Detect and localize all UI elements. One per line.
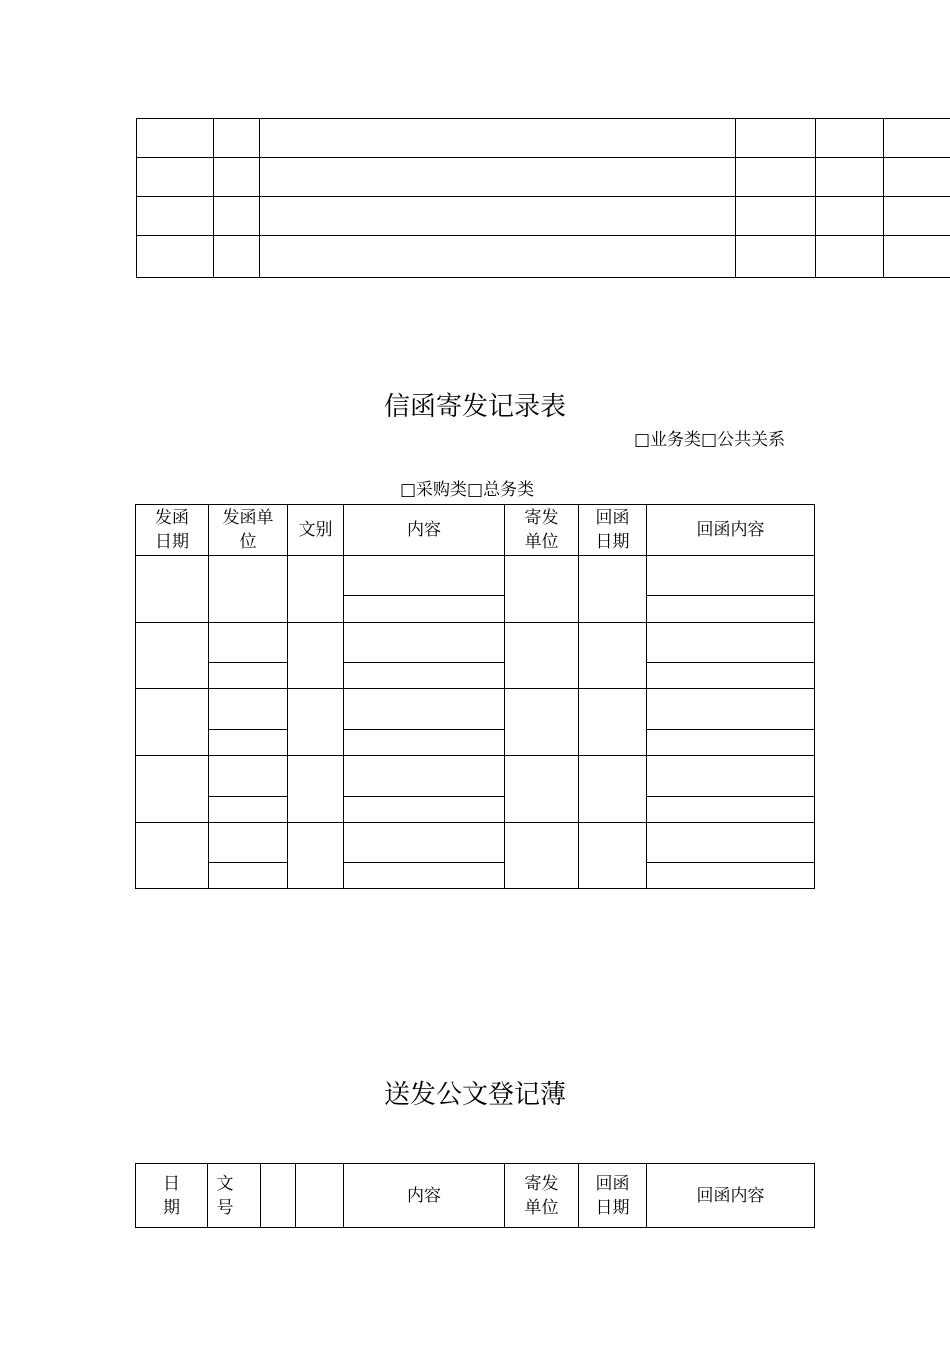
- register-header-reply-date: 回函 日期: [595, 1173, 630, 1218]
- header-doc-type: 文别: [298, 520, 333, 540]
- category-checkbox-line-2[interactable]: □采购类□总务类: [400, 480, 535, 500]
- header-reply-date: 回函 日期: [595, 508, 630, 552]
- register-header-sender-unit: 寄发 单位: [524, 1173, 559, 1218]
- register-header-reply-content: 回函内容: [696, 1185, 765, 1206]
- document-register-title: 送发公文登记薄: [383, 1080, 566, 1110]
- register-header-date: 日 期: [163, 1173, 180, 1218]
- header-sender-unit: 寄发 单位: [524, 508, 559, 552]
- category-checkbox-line-1[interactable]: □业务类□公共关系: [634, 430, 786, 450]
- register-header-doc-no: 文 号: [216, 1173, 234, 1218]
- letter-log-title: 信函寄发记录表: [383, 392, 566, 422]
- register-header-content: 内容: [407, 1185, 441, 1206]
- header-reply-content: 回函内容: [696, 520, 765, 540]
- header-send-date: 发函 日期: [155, 508, 189, 552]
- header-send-unit: 发函单 位: [222, 508, 274, 552]
- header-content: 内容: [407, 520, 441, 540]
